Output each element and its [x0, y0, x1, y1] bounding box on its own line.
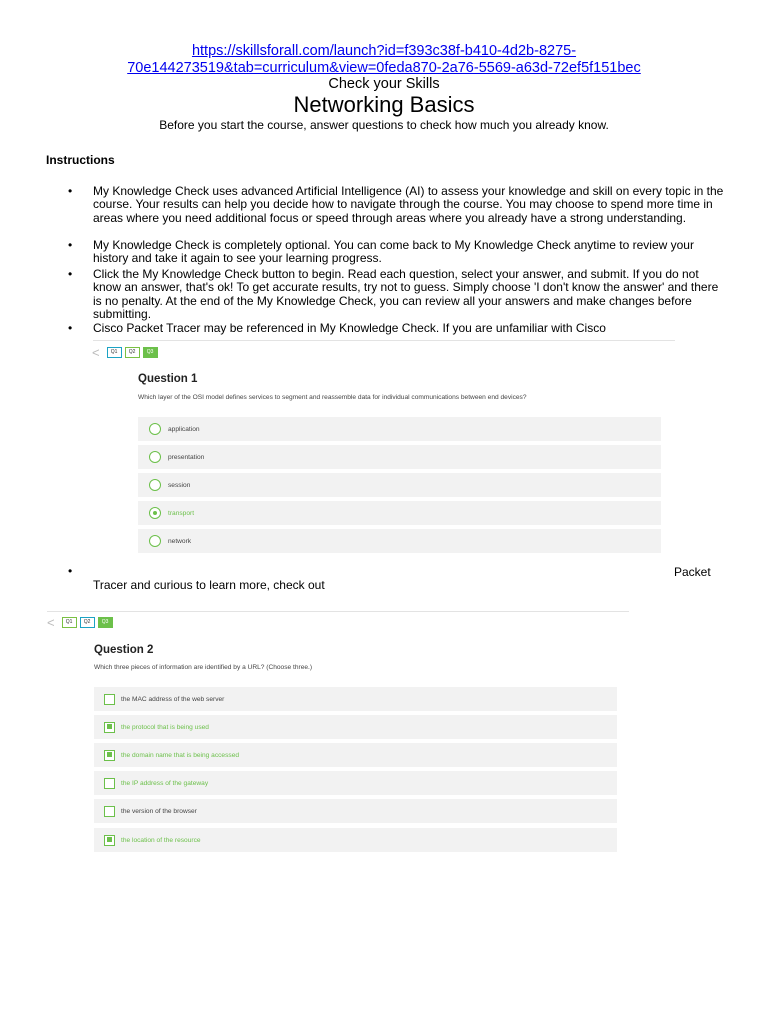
q2-option-resource-location[interactable] [94, 828, 617, 852]
bullet-5-continuation: Tracer and curious to learn more, check out [93, 578, 325, 592]
option-label: the MAC address of the web server [121, 695, 225, 703]
nav-q3-chip[interactable]: Q3 [143, 347, 158, 358]
radio-icon[interactable] [149, 423, 161, 435]
divider [47, 611, 629, 612]
checkbox-icon[interactable] [104, 694, 115, 705]
question-2-text: Which three pieces of information are identified by a URL? (Choose three.) [94, 664, 313, 671]
nav-q1-chip[interactable]: Q1 [62, 617, 77, 628]
back-arrow-icon[interactable]: < [47, 614, 55, 630]
option-label: presentation [168, 453, 205, 461]
page-subtitle: Check your Skills [328, 76, 440, 92]
instruction-bullet-3: Click the My Knowledge Check button to begin. Read each question, select your answer, and submit. If you do not know an answer, that's ok! To get accurate results, try not to guess. Simply choose 'I don't know the answer' and there is no penalty. At the end of the My Knowledge Check, you can review all your answers and make changes before submitting. [93, 267, 719, 322]
q2-option-browser-version[interactable] [94, 799, 617, 823]
nav-q1-chip[interactable]: Q1 [107, 347, 122, 358]
checkbox-icon[interactable] [104, 806, 115, 817]
instructions-heading: Instructions [46, 153, 115, 167]
page-intro: Before you start the course, answer questions to check how much you already know. [159, 118, 609, 132]
question-nav-1 [92, 344, 158, 360]
q2-option-domain-name[interactable] [94, 743, 617, 767]
radio-selected-icon[interactable] [149, 507, 161, 519]
nav-q2-chip[interactable]: Q2 [125, 347, 140, 358]
q2-option-mac-address[interactable] [94, 687, 617, 711]
back-arrow-icon[interactable]: < [92, 344, 100, 360]
radio-icon[interactable] [149, 479, 161, 491]
question-nav-2 [47, 614, 113, 630]
q1-option-transport[interactable] [138, 501, 661, 525]
checkbox-icon[interactable] [104, 778, 115, 789]
bullet-marker: • [68, 321, 73, 335]
q2-option-protocol[interactable] [94, 715, 617, 739]
bullet-marker: • [68, 238, 73, 252]
nav-q2-chip[interactable]: Q2 [80, 617, 95, 628]
instruction-bullet-4: Cisco Packet Tracer may be referenced in My Knowledge Check. If you are unfamiliar with Cisco [93, 321, 606, 335]
question-1-title: Question 1 [138, 373, 198, 385]
question-2-title: Question 2 [94, 644, 154, 656]
bullet-marker: • [68, 267, 73, 281]
q1-option-application[interactable] [138, 417, 661, 441]
page-title: Networking Basics [293, 92, 475, 117]
bullet-marker: • [68, 564, 73, 578]
option-label: the version of the browser [121, 807, 197, 815]
q1-option-session[interactable] [138, 473, 661, 497]
option-label: the domain name that is being accessed [121, 751, 240, 759]
divider [93, 340, 675, 341]
option-label: the IP address of the gateway [121, 779, 209, 787]
bullet-marker: • [68, 184, 73, 198]
option-label: session [168, 481, 191, 489]
radio-icon[interactable] [149, 535, 161, 547]
option-label: the location of the resource [121, 836, 201, 844]
q1-option-network[interactable] [138, 529, 661, 553]
radio-icon[interactable] [149, 451, 161, 463]
option-label: the protocol that is being used [121, 723, 209, 731]
bullet-5-right-text: Packet [674, 565, 711, 579]
option-label: application [168, 425, 200, 433]
instruction-bullet-2: My Knowledge Check is completely optional. You can come back to My Knowledge Check anytime to review your history and take it again to see your learning progress. [93, 238, 694, 266]
option-label: network [168, 537, 192, 545]
url-link-line1[interactable]: https://skillsforall.com/launch?id=f393c38f-b410-4d2b-8275- [191, 43, 577, 59]
nav-q3-chip[interactable]: Q3 [98, 617, 113, 628]
instruction-bullet-1: My Knowledge Check uses advanced Artificial Intelligence (AI) to assess your knowledge and skill on every topic in the course. Your results can help you decide how to navigate through the course. You may choose to spend more time in areas where you need additional focus or speed through areas where you already have a strong understanding. [93, 184, 724, 225]
question-1-text: Which layer of the OSI model defines services to segment and reassemble data for individual communications between end devices? [138, 394, 527, 401]
checkbox-checked-icon[interactable] [104, 750, 115, 761]
option-label: transport [168, 509, 195, 517]
q1-option-presentation[interactable] [138, 445, 661, 469]
url-link-line2[interactable]: 70e144273519&tab=curriculum&view=0feda870-2a76-5569-a63d-72ef5f151bec [127, 60, 641, 76]
checkbox-checked-icon[interactable] [104, 722, 115, 733]
checkbox-checked-icon[interactable] [104, 835, 115, 846]
q2-option-ip-address[interactable] [94, 771, 617, 795]
